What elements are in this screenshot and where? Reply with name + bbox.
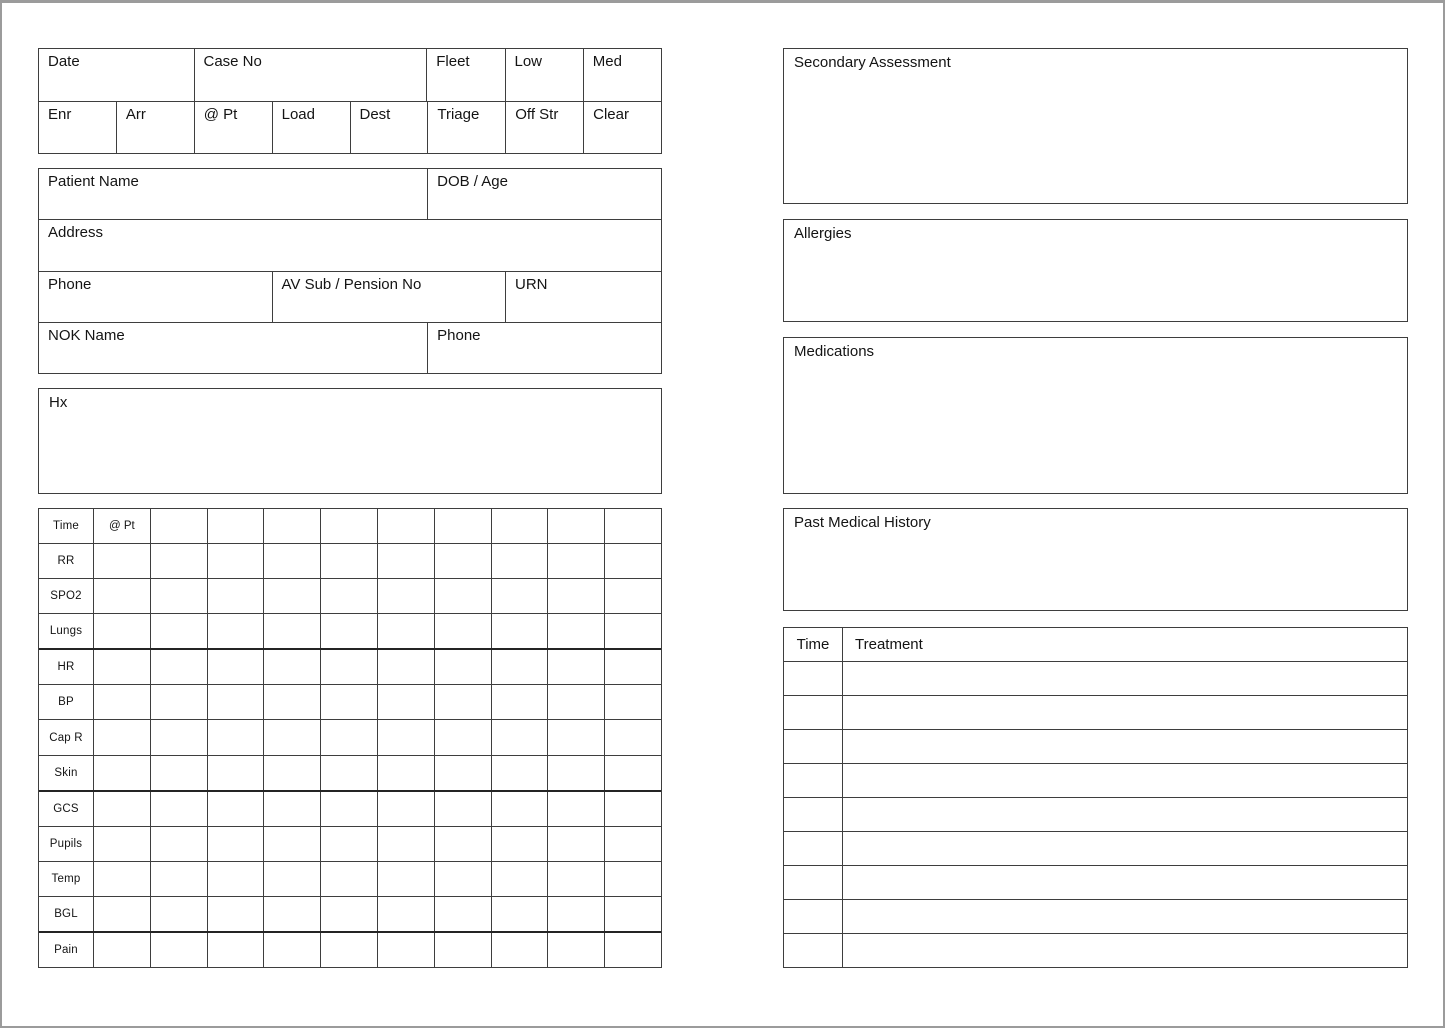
vitals-cell	[547, 579, 604, 613]
field-off-str	[505, 102, 583, 154]
vitals-row-temp	[39, 861, 661, 896]
vitals-row-label-rr: RR	[57, 555, 75, 568]
vitals-row-pain	[39, 931, 661, 967]
medications-box	[783, 337, 1408, 494]
vitals-cell	[93, 579, 150, 613]
vitals-row-hr	[39, 648, 661, 684]
vitals-cell	[263, 827, 320, 861]
vitals-cell	[93, 650, 150, 684]
treatment-row	[784, 661, 1407, 695]
treatment-entry-cell	[843, 934, 1407, 967]
field-label-phone: Phone	[48, 275, 92, 293]
vitals-cell	[491, 614, 548, 648]
treatment-time-cell	[784, 730, 843, 763]
vitals-cell	[150, 792, 207, 826]
vitals-cell	[491, 685, 548, 719]
field-label-case-no: Case No	[203, 53, 262, 70]
vitals-cell	[263, 756, 320, 790]
treatment-entry-cell	[843, 662, 1407, 695]
dispatch-row	[39, 49, 661, 101]
treatment-time-cell	[784, 832, 843, 865]
field-fleet	[426, 49, 504, 101]
treatment-entry-cell	[843, 696, 1407, 729]
vitals-cell	[547, 756, 604, 790]
vitals-time-cell	[150, 509, 207, 543]
field-nok-name	[39, 323, 427, 373]
vitals-cell	[150, 933, 207, 967]
vitals-row-label-spo2: SPO2	[50, 590, 82, 603]
vitals-cell	[604, 897, 661, 931]
vitals-cell	[150, 862, 207, 896]
vitals-time-cell	[207, 509, 264, 543]
vitals-cell	[434, 897, 491, 931]
treatment-row	[784, 831, 1407, 865]
vitals-cell	[434, 862, 491, 896]
vitals-cell	[604, 756, 661, 790]
vitals-row-label-hr: HR	[57, 661, 75, 674]
vitals-row-label-bgl: BGL	[54, 907, 78, 920]
vitals-cell	[491, 792, 548, 826]
vitals-cell	[604, 720, 661, 754]
field-dest	[350, 102, 428, 154]
vitals-cell	[434, 685, 491, 719]
vitals-cell	[93, 756, 150, 790]
field-av-sub-pension-no	[272, 272, 506, 322]
vitals-cell	[207, 756, 264, 790]
field-label-dest: Dest	[359, 105, 391, 123]
vitals-cell	[434, 614, 491, 648]
treatment-treatment-header: Treatment	[855, 636, 923, 653]
field-date	[39, 49, 194, 101]
vitals-cell	[263, 933, 320, 967]
treatment-row	[784, 933, 1407, 967]
vitals-cell	[93, 933, 150, 967]
treatment-header-row	[784, 628, 1407, 661]
vitals-cell	[491, 862, 548, 896]
treatment-entry-cell	[843, 764, 1407, 797]
vitals-cell	[207, 720, 264, 754]
vitals-cell	[320, 614, 377, 648]
vitals-row-cap-r	[39, 719, 661, 754]
vitals-cell	[207, 897, 264, 931]
vitals-row-label-cap-r: Cap R	[49, 731, 83, 744]
vitals-time-cell	[263, 509, 320, 543]
vitals-cell	[93, 614, 150, 648]
field-pt	[194, 102, 272, 154]
patient-row	[39, 322, 661, 373]
vitals-row-label-pupils: Pupils	[49, 837, 83, 850]
vitals-cell	[150, 827, 207, 861]
vitals-cell	[434, 650, 491, 684]
vitals-cell	[377, 720, 434, 754]
vitals-cell	[150, 650, 207, 684]
vitals-cell	[547, 933, 604, 967]
dispatch-row	[39, 101, 661, 154]
vitals-cell	[604, 614, 661, 648]
past-medical-history-label: Past Medical History	[794, 514, 931, 531]
field-clear	[583, 102, 661, 154]
treatment-time-cell	[784, 900, 843, 933]
vitals-cell	[93, 897, 150, 931]
vitals-row-skin	[39, 755, 661, 790]
vitals-cell	[93, 862, 150, 896]
field-label-clear: Clear	[593, 105, 629, 123]
vitals-cell	[320, 756, 377, 790]
vitals-cell	[263, 862, 320, 896]
vitals-cell	[320, 933, 377, 967]
vitals-cell	[434, 792, 491, 826]
vitals-cell	[320, 685, 377, 719]
medications-label: Medications	[794, 343, 875, 360]
vitals-cell	[207, 792, 264, 826]
vitals-cell	[320, 862, 377, 896]
vitals-cell	[263, 792, 320, 826]
field-arr	[116, 102, 194, 154]
field-dob-age	[427, 169, 661, 219]
field-low	[505, 49, 583, 101]
vitals-cell	[320, 827, 377, 861]
treatment-time-cell	[784, 662, 843, 695]
dispatch-table	[38, 48, 662, 154]
vitals-cell	[263, 579, 320, 613]
vitals-cell	[207, 544, 264, 578]
vitals-row-label-pain: Pain	[54, 943, 78, 956]
treatment-time-cell	[784, 696, 843, 729]
vitals-cell	[320, 792, 377, 826]
vitals-row-label-skin: Skin	[54, 766, 78, 779]
vitals-cell	[207, 579, 264, 613]
vitals-cell	[320, 650, 377, 684]
vitals-cell	[434, 720, 491, 754]
vitals-cell	[320, 544, 377, 578]
vitals-row-lungs	[39, 613, 661, 648]
hx-box	[38, 388, 662, 494]
field-label-pt: @ Pt	[203, 105, 238, 123]
allergies-box	[783, 219, 1408, 322]
patient-row	[39, 219, 661, 270]
vitals-cell	[150, 685, 207, 719]
field-med	[583, 49, 661, 101]
vitals-cell	[263, 685, 320, 719]
field-urn	[505, 272, 661, 322]
vitals-cell	[150, 897, 207, 931]
vitals-cell	[377, 792, 434, 826]
patient-info-table	[38, 168, 662, 374]
vitals-cell	[377, 897, 434, 931]
vitals-cell	[263, 897, 320, 931]
vitals-cell	[434, 579, 491, 613]
vitals-cell	[93, 827, 150, 861]
vitals-cell	[434, 933, 491, 967]
treatment-table	[783, 627, 1408, 968]
vitals-cell	[150, 720, 207, 754]
vitals-cell	[604, 862, 661, 896]
field-label-low: Low	[514, 53, 543, 70]
vitals-cell	[320, 720, 377, 754]
allergies-label: Allergies	[794, 225, 852, 242]
treatment-entry-cell	[843, 730, 1407, 763]
vitals-cell	[207, 862, 264, 896]
treatment-entry-cell	[843, 900, 1407, 933]
vitals-cell	[150, 544, 207, 578]
vitals-row-rr	[39, 543, 661, 578]
vitals-cell	[377, 862, 434, 896]
treatment-time-cell	[784, 866, 843, 899]
vitals-cell	[150, 614, 207, 648]
treatment-entry-cell	[843, 798, 1407, 831]
vitals-cell	[491, 933, 548, 967]
vitals-cell	[320, 897, 377, 931]
treatment-entry-cell	[843, 832, 1407, 865]
vitals-cell	[604, 579, 661, 613]
field-label-patient-name: Patient Name	[48, 173, 139, 190]
vitals-corner-label: Time	[53, 520, 79, 533]
vitals-cell	[547, 792, 604, 826]
vitals-at-pt-cell: @ Pt	[93, 509, 150, 543]
vitals-time-cell	[491, 509, 548, 543]
vitals-row-spo2	[39, 578, 661, 613]
hx-label: Hx	[49, 394, 68, 411]
vitals-cell	[491, 756, 548, 790]
vitals-cell	[93, 792, 150, 826]
vitals-cell	[207, 685, 264, 719]
vitals-cell	[547, 685, 604, 719]
field-load	[272, 102, 350, 154]
field-label-fleet: Fleet	[436, 53, 470, 70]
vitals-cell	[377, 614, 434, 648]
vitals-table	[38, 508, 662, 968]
field-label-arr: Arr	[125, 105, 146, 123]
vitals-time-cell	[604, 509, 661, 543]
vitals-cell	[434, 756, 491, 790]
vitals-cell	[263, 544, 320, 578]
treatment-time-cell	[784, 764, 843, 797]
vitals-cell	[93, 685, 150, 719]
vitals-time-cell	[547, 509, 604, 543]
vitals-cell	[547, 827, 604, 861]
vitals-cell	[320, 579, 377, 613]
vitals-cell	[263, 614, 320, 648]
vitals-row-label-temp: Temp	[51, 872, 81, 885]
field-label-med: Med	[592, 53, 622, 70]
vitals-cell	[604, 544, 661, 578]
treatment-time-header: Time	[784, 628, 843, 661]
vitals-row-bgl	[39, 896, 661, 931]
vitals-cell	[547, 614, 604, 648]
vitals-cell	[491, 650, 548, 684]
vitals-cell	[491, 579, 548, 613]
vitals-row-label-lungs: Lungs	[49, 625, 83, 638]
vitals-cell	[377, 685, 434, 719]
field-label-urn: URN	[515, 275, 548, 293]
treatment-row	[784, 797, 1407, 831]
patient-row	[39, 271, 661, 322]
vitals-cell	[604, 650, 661, 684]
field-phone	[427, 323, 661, 373]
vitals-cell	[604, 933, 661, 967]
vitals-cell	[491, 544, 548, 578]
field-case-no	[194, 49, 427, 101]
vitals-cell	[377, 756, 434, 790]
field-label-off-str: Off Str	[515, 105, 559, 123]
vitals-cell	[604, 827, 661, 861]
treatment-row	[784, 865, 1407, 899]
treatment-row	[784, 729, 1407, 763]
field-patient-name	[39, 169, 427, 219]
vitals-cell	[377, 544, 434, 578]
vitals-time-cell	[377, 509, 434, 543]
vitals-cell	[93, 720, 150, 754]
field-label-address: Address	[48, 224, 104, 242]
field-label-triage: Triage	[437, 105, 480, 123]
vitals-cell	[604, 685, 661, 719]
treatment-row	[784, 695, 1407, 729]
treatment-time-cell	[784, 934, 843, 967]
vitals-cell	[207, 827, 264, 861]
vitals-cell	[93, 544, 150, 578]
field-label-date: Date	[48, 53, 80, 70]
vitals-cell	[547, 544, 604, 578]
vitals-cell	[377, 827, 434, 861]
vitals-cell	[377, 579, 434, 613]
vitals-row-label-gcs: GCS	[53, 802, 79, 815]
vitals-cell	[547, 897, 604, 931]
treatment-row	[784, 899, 1407, 933]
vitals-header-row	[39, 509, 661, 543]
vitals-cell	[150, 579, 207, 613]
treatment-row	[784, 763, 1407, 797]
field-triage	[427, 102, 505, 154]
vitals-row-bp	[39, 684, 661, 719]
vitals-cell	[263, 720, 320, 754]
vitals-cell	[377, 650, 434, 684]
vitals-cell	[491, 827, 548, 861]
field-enr	[39, 102, 116, 154]
vitals-cell	[207, 614, 264, 648]
patient-row	[39, 169, 661, 219]
vitals-time-cell	[320, 509, 377, 543]
vitals-row-gcs	[39, 790, 661, 826]
field-phone	[39, 272, 272, 322]
vitals-cell	[377, 933, 434, 967]
vitals-row-pupils	[39, 826, 661, 861]
vitals-cell	[207, 650, 264, 684]
vitals-cell	[547, 862, 604, 896]
secondary-assessment-box	[783, 48, 1408, 204]
treatment-time-cell	[784, 798, 843, 831]
vitals-cell	[434, 544, 491, 578]
vitals-cell	[547, 720, 604, 754]
field-label-phone: Phone	[437, 326, 481, 344]
field-label-enr: Enr	[48, 105, 72, 123]
field-label-nok-name: NOK Name	[48, 326, 125, 344]
past-medical-history-box	[783, 508, 1408, 611]
field-address	[39, 220, 661, 270]
vitals-cell	[207, 933, 264, 967]
secondary-assessment-label: Secondary Assessment	[794, 54, 951, 71]
field-label-dob-age: DOB / Age	[437, 173, 508, 190]
field-label-av-sub-pension-no: AV Sub / Pension No	[281, 275, 422, 293]
vitals-cell	[491, 897, 548, 931]
field-label-load: Load	[281, 105, 315, 123]
vitals-cell	[604, 792, 661, 826]
vitals-row-label-bp: BP	[58, 696, 74, 709]
vitals-cell	[263, 650, 320, 684]
vitals-time-cell	[434, 509, 491, 543]
vitals-cell	[547, 650, 604, 684]
vitals-cell	[491, 720, 548, 754]
treatment-entry-cell	[843, 866, 1407, 899]
vitals-cell	[150, 756, 207, 790]
vitals-cell	[434, 827, 491, 861]
